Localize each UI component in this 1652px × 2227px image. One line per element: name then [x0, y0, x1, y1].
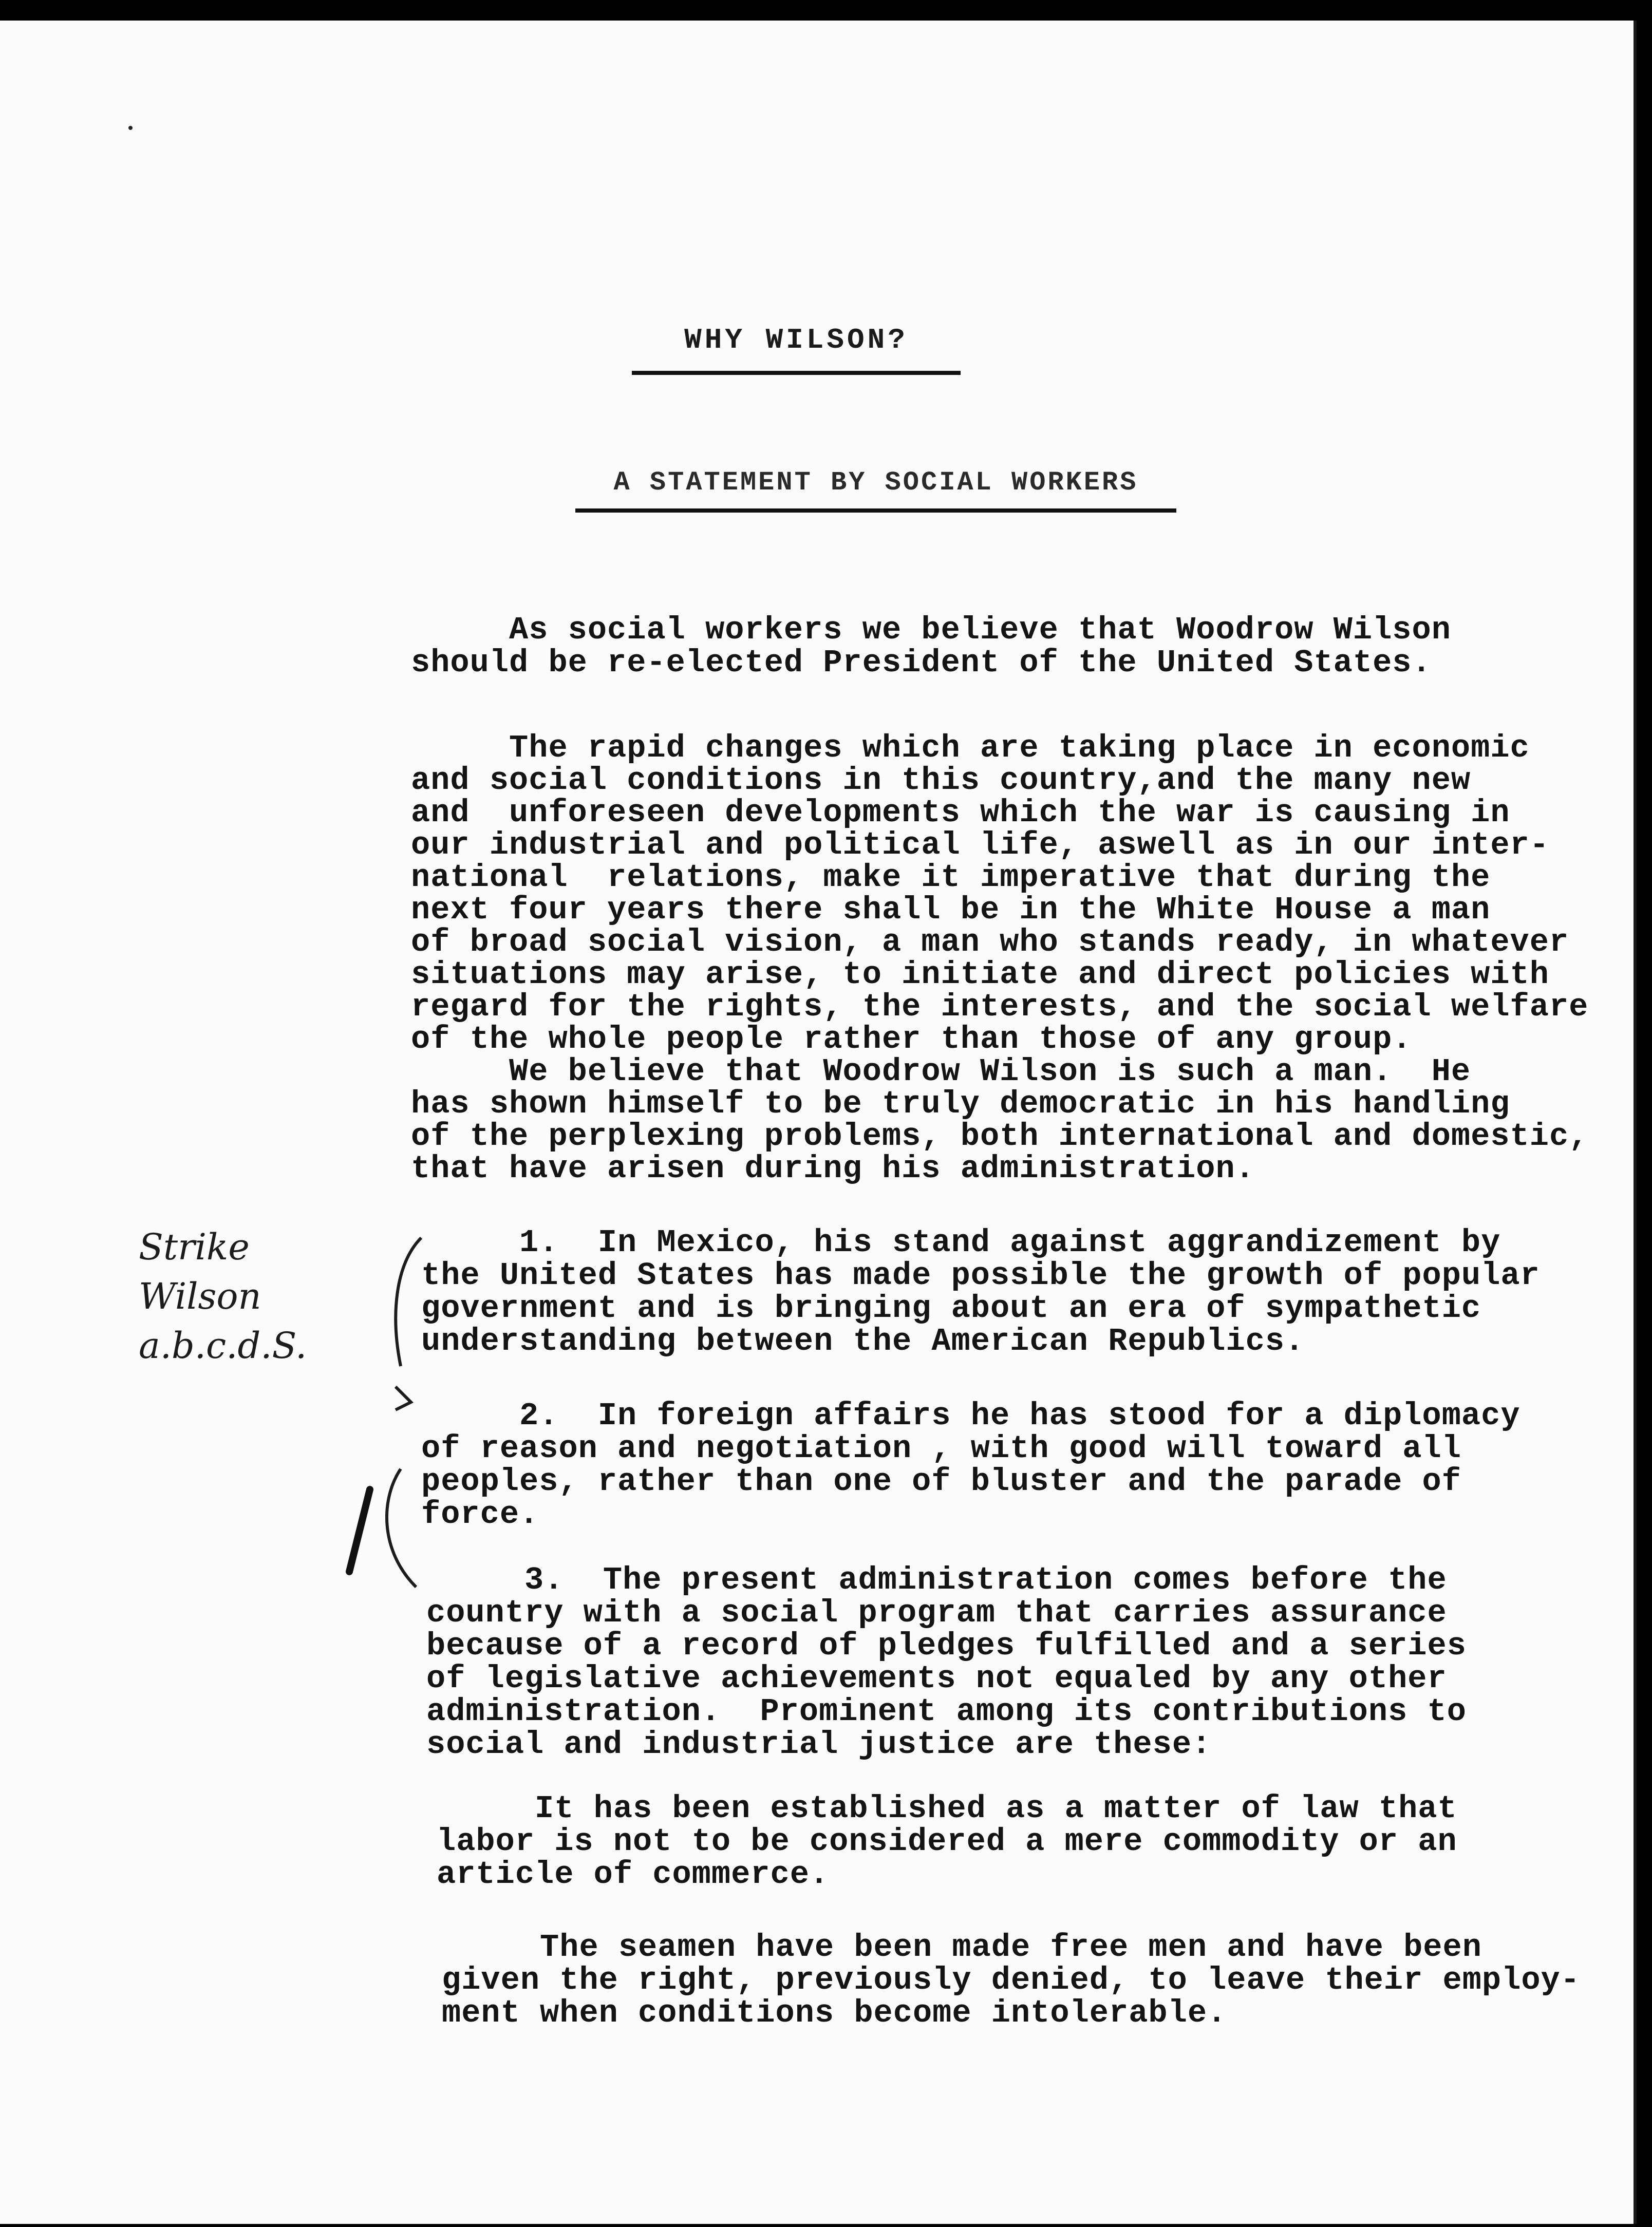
ink-speck — [128, 126, 133, 130]
subtitle-underline — [575, 508, 1176, 513]
handwritten-margin-note: Strike Wilson a.b.c.d.S. — [139, 1226, 307, 1367]
paragraph-point-3: 3. The present administration comes before the country with a social program that carries assurance because of a record of pledges fulfilled and a series of legislative achievements not equaled by any other administration. Prominent among its contributions to social and industrial justice are these: — [426, 1562, 1467, 1763]
paragraph-point-1: 1. In Mexico, his stand against aggrandizement by the United States has made possible the growth of popular government and is bringing about an era of sympathetic understanding between the American Republics. — [421, 1224, 1540, 1360]
paragraph-point-2: 2. In foreign affairs he has stood for a diplomacy of reason and negotiation , with good will toward all peoples, rather than one of bluster and the parade of force. — [421, 1398, 1520, 1533]
paragraph-seamen: The seamen have been made free men and have been given the right, previously denied, to leave their employ- ment when conditions become intolerable. — [442, 1929, 1580, 2031]
document-title: WHY WILSON? — [684, 324, 908, 356]
handwritten-slash — [339, 1484, 380, 1577]
title-underline — [632, 371, 961, 375]
paragraph-rationale: The rapid changes which are taking place in economic and social conditions in this country,and the many new and unforeseen developments which the war is causing in our industrial and political life, aswell as in our inter- national relations, make it imperative that during the next four years there shall be in the White House a man of broad social vision, a man who stands ready, in whatever situations may arise, to initiate and direct policies with regard for the rights, the interests, and the social welfare of the whole people rather than those of any group. We believe that Woodrow Wilson is such a man. He has shown himself to be truly democratic in his handling of the perplexing problems, both international and domestic, that have arisen during his administration. — [411, 730, 1589, 1187]
document-page — [0, 21, 1637, 2224]
document-subtitle: A STATEMENT BY SOCIAL WORKERS — [613, 467, 1138, 498]
paragraph-labor: It has been established as a matter of law that labor is not to be considered a mere commodity or an article of commerce. — [437, 1790, 1457, 1893]
paragraph-opening: As social workers we believe that Woodrow Wilson should be re-elected President of the United States. — [411, 612, 1451, 681]
